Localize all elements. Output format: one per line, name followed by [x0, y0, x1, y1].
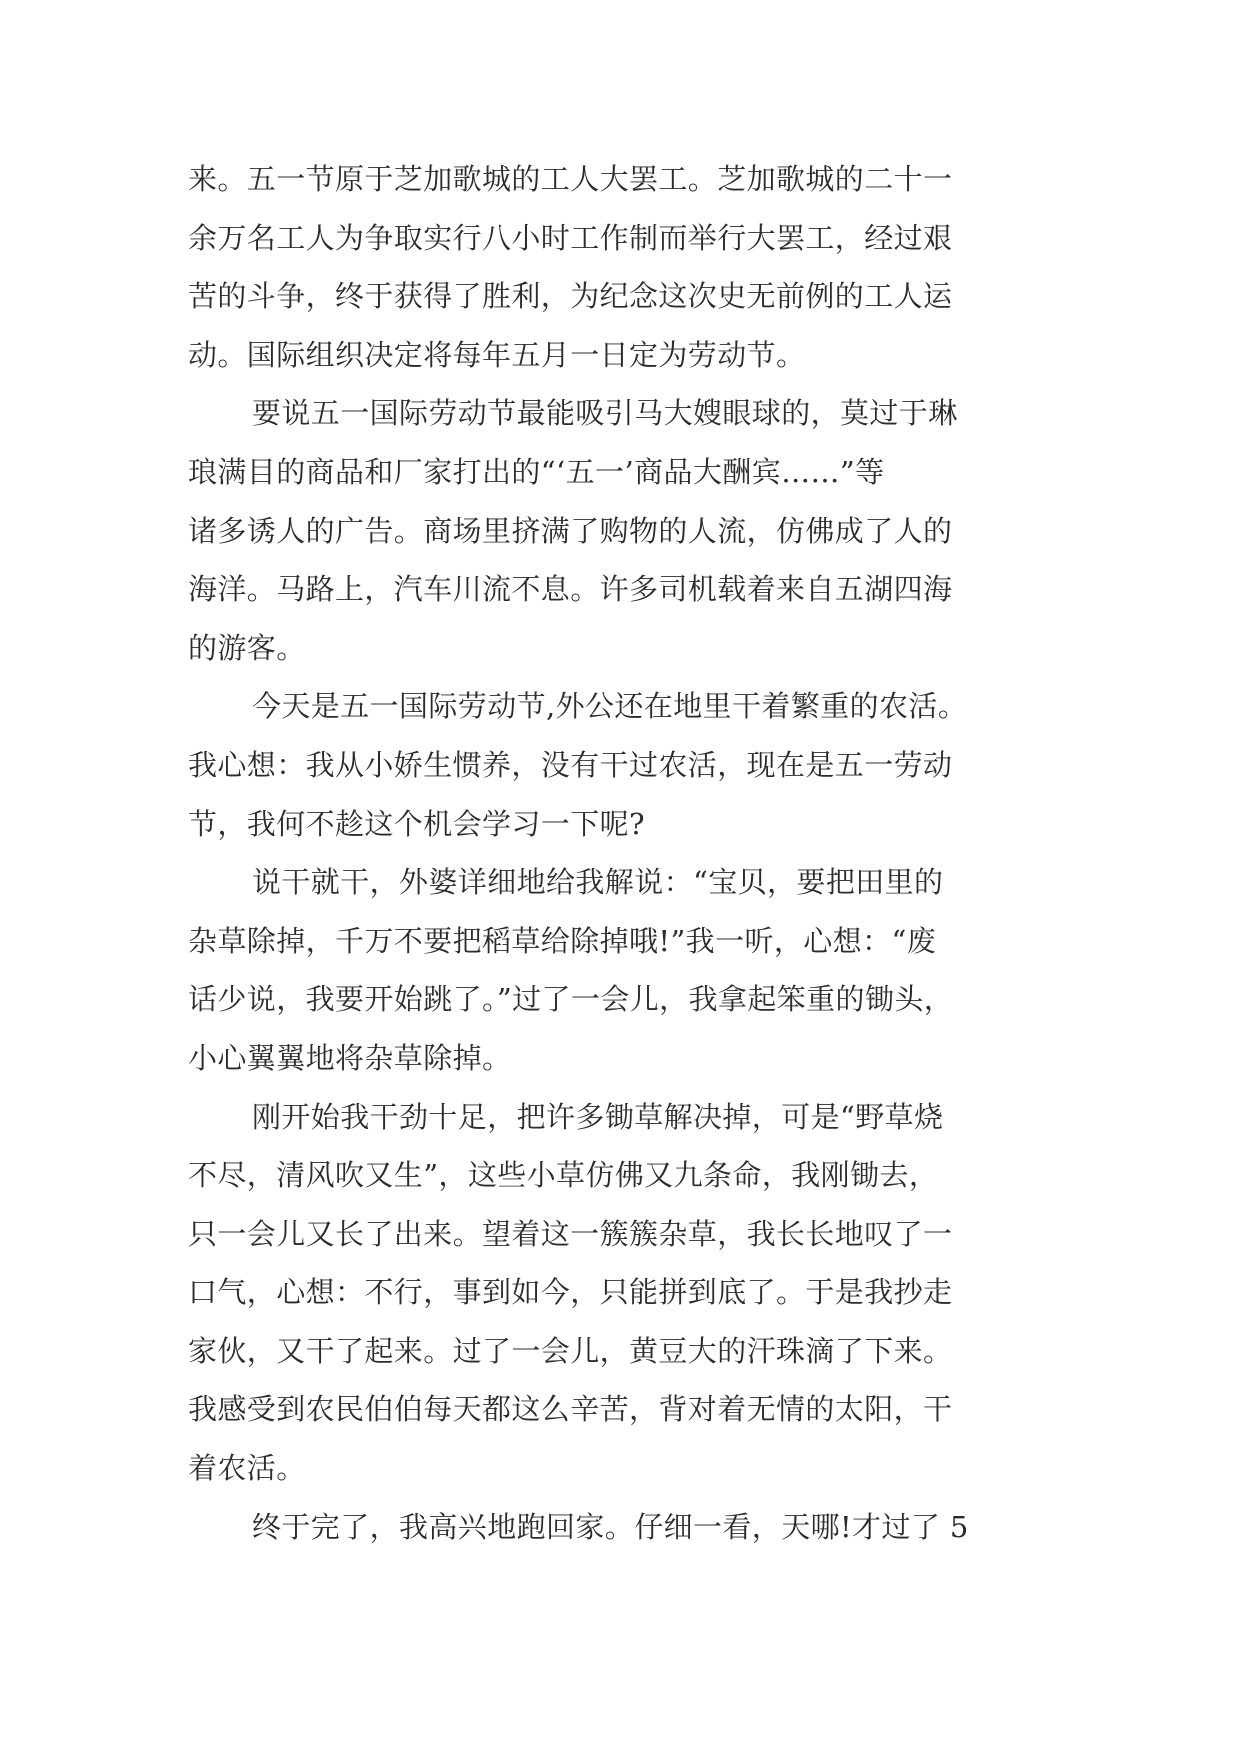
text-line: 琅满目的商品和厂家打出的“‘五一’商品大酬宾……”等	[188, 454, 885, 489]
text-line: 家伙，又干了起来。过了一会儿，黄豆大的汗珠滴了下来。	[188, 1333, 953, 1368]
text-line: 口气，心想：不行，事到如今，只能拼到底了。于是我抄走	[188, 1275, 953, 1310]
text-line: 海洋。马路上，汽车川流不息。许多司机载着来自五湖四海	[188, 572, 953, 607]
text-line: 杂草除掉，千万不要把稻草给除掉哦!”我一听，心想：“废	[188, 923, 937, 958]
paragraph-first-line: 今天是五一国际劳动节,外公还在地里干着繁重的农活。	[252, 689, 968, 724]
text-line: 节，我何不趁这个机会学习一下呢?	[188, 806, 645, 841]
text-line: 小心翼翼地将杂草除掉。	[188, 1040, 512, 1075]
paragraph-first-line: 终于完了，我高兴地跑回家。仔细一看，天哪!才过了 5	[252, 1509, 969, 1544]
text-line: 的游客。	[188, 630, 306, 665]
text-line: 诸多诱人的广告。商场里挤满了购物的人流，仿佛成了人的	[188, 513, 953, 548]
paragraph-first-line: 要说五一国际劳动节最能吸引马大嫂眼球的，莫过于琳	[252, 396, 958, 431]
text-line: 苦的斗争，终于获得了胜利，为纪念这次史无前例的工人运	[188, 279, 953, 314]
text-line: 余万名工人为争取实行八小时工作制而举行大罢工，经过艰	[188, 220, 953, 255]
text-line: 只一会儿又长了出来。望着这一簇簇杂草，我长长地叹了一	[188, 1216, 953, 1251]
text-line: 来。五一节原于芝加歌城的工人大罢工。芝加歌城的二十一	[188, 162, 953, 196]
paragraph-first-line: 说干就干，外婆详细地给我解说：“宝贝，要把田里的	[252, 865, 944, 900]
text-line: 动。国际组织决定将每年五月一日定为劳动节。	[188, 337, 806, 372]
document-page	[188, 150, 1068, 1556]
paragraph-first-line: 刚开始我干劲十足，把许多锄草解决掉，可是“野草烧	[252, 1099, 944, 1134]
text-line: 我感受到农民伯伯每天都这么辛苦，背对着无情的太阳，干	[188, 1392, 953, 1427]
text-line: 不尽，清风吹又生”，这些小草仿佛又九条命，我刚锄去，	[188, 1158, 939, 1193]
text-line: 我心想：我从小娇生惯养，没有干过农活，现在是五一劳动	[188, 747, 953, 782]
text-line: 话少说，我要开始跳了。”过了一会儿，我拿起笨重的锄头，	[188, 982, 954, 1017]
text-line: 着农活。	[188, 1451, 306, 1486]
